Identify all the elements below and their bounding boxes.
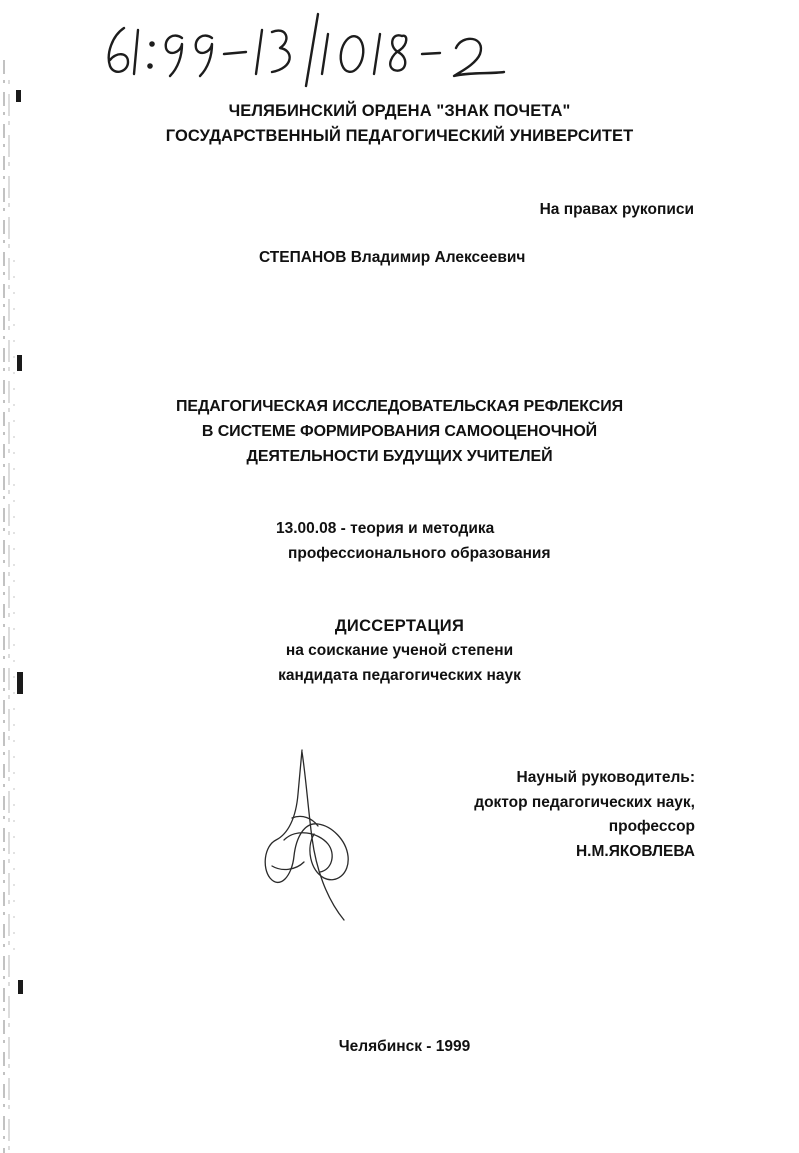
degree-line1: на соискание ученой степени [285,642,514,659]
dissertation-title-line3: ДЕЯТЕЛЬНОСТИ БУДУЩИХ УЧИТЕЛЕЙ [246,448,553,465]
specialty-code-line: 13.00.08 - теория и методика [276,520,495,537]
supervisor-label: Науный руководитель: [516,769,695,786]
scientific-supervisor-block [474,766,695,865]
scan-edge-artifact [0,60,26,1153]
manuscript-note: На правах рукописи [539,201,694,218]
city-year: Челябинск - 1999 [338,1038,471,1055]
university-name-line1: ЧЕЛЯБИНСКИЙ ОРДЕНА "ЗНАК ПОЧЕТА" [228,102,571,120]
signature [262,748,372,926]
supervisor-degree: доктор педагогических наук, [474,793,695,811]
archive-code-handwriting [100,10,520,90]
supervisor-name: Н.М.ЯКОВЛЕВА [575,843,695,861]
specialty-name-line: профессионального образования [288,545,551,562]
author-name: СТЕПАНОВ Владимир Алексеевич [259,249,526,266]
dissertation-title-line1: ПЕДАГОГИЧЕСКАЯ ИССЛЕДОВАТЕЛЬСКАЯ РЕФЛЕКСИЯ [176,398,623,415]
university-name-line2: ГОСУДАРСТВЕННЫЙ ПЕДАГОГИЧЕСКИЙ УНИВЕРСИТЕТ [165,127,634,145]
supervisor-position: профессор [608,818,695,836]
dissertation-title-line2: В СИСТЕМЕ ФОРМИРОВАНИЯ САМООЦЕНОЧНОЙ [201,423,598,440]
dissertation-heading: ДИССЕРТАЦИЯ [334,617,465,635]
degree-line2: кандидата педагогических наук [278,667,521,684]
